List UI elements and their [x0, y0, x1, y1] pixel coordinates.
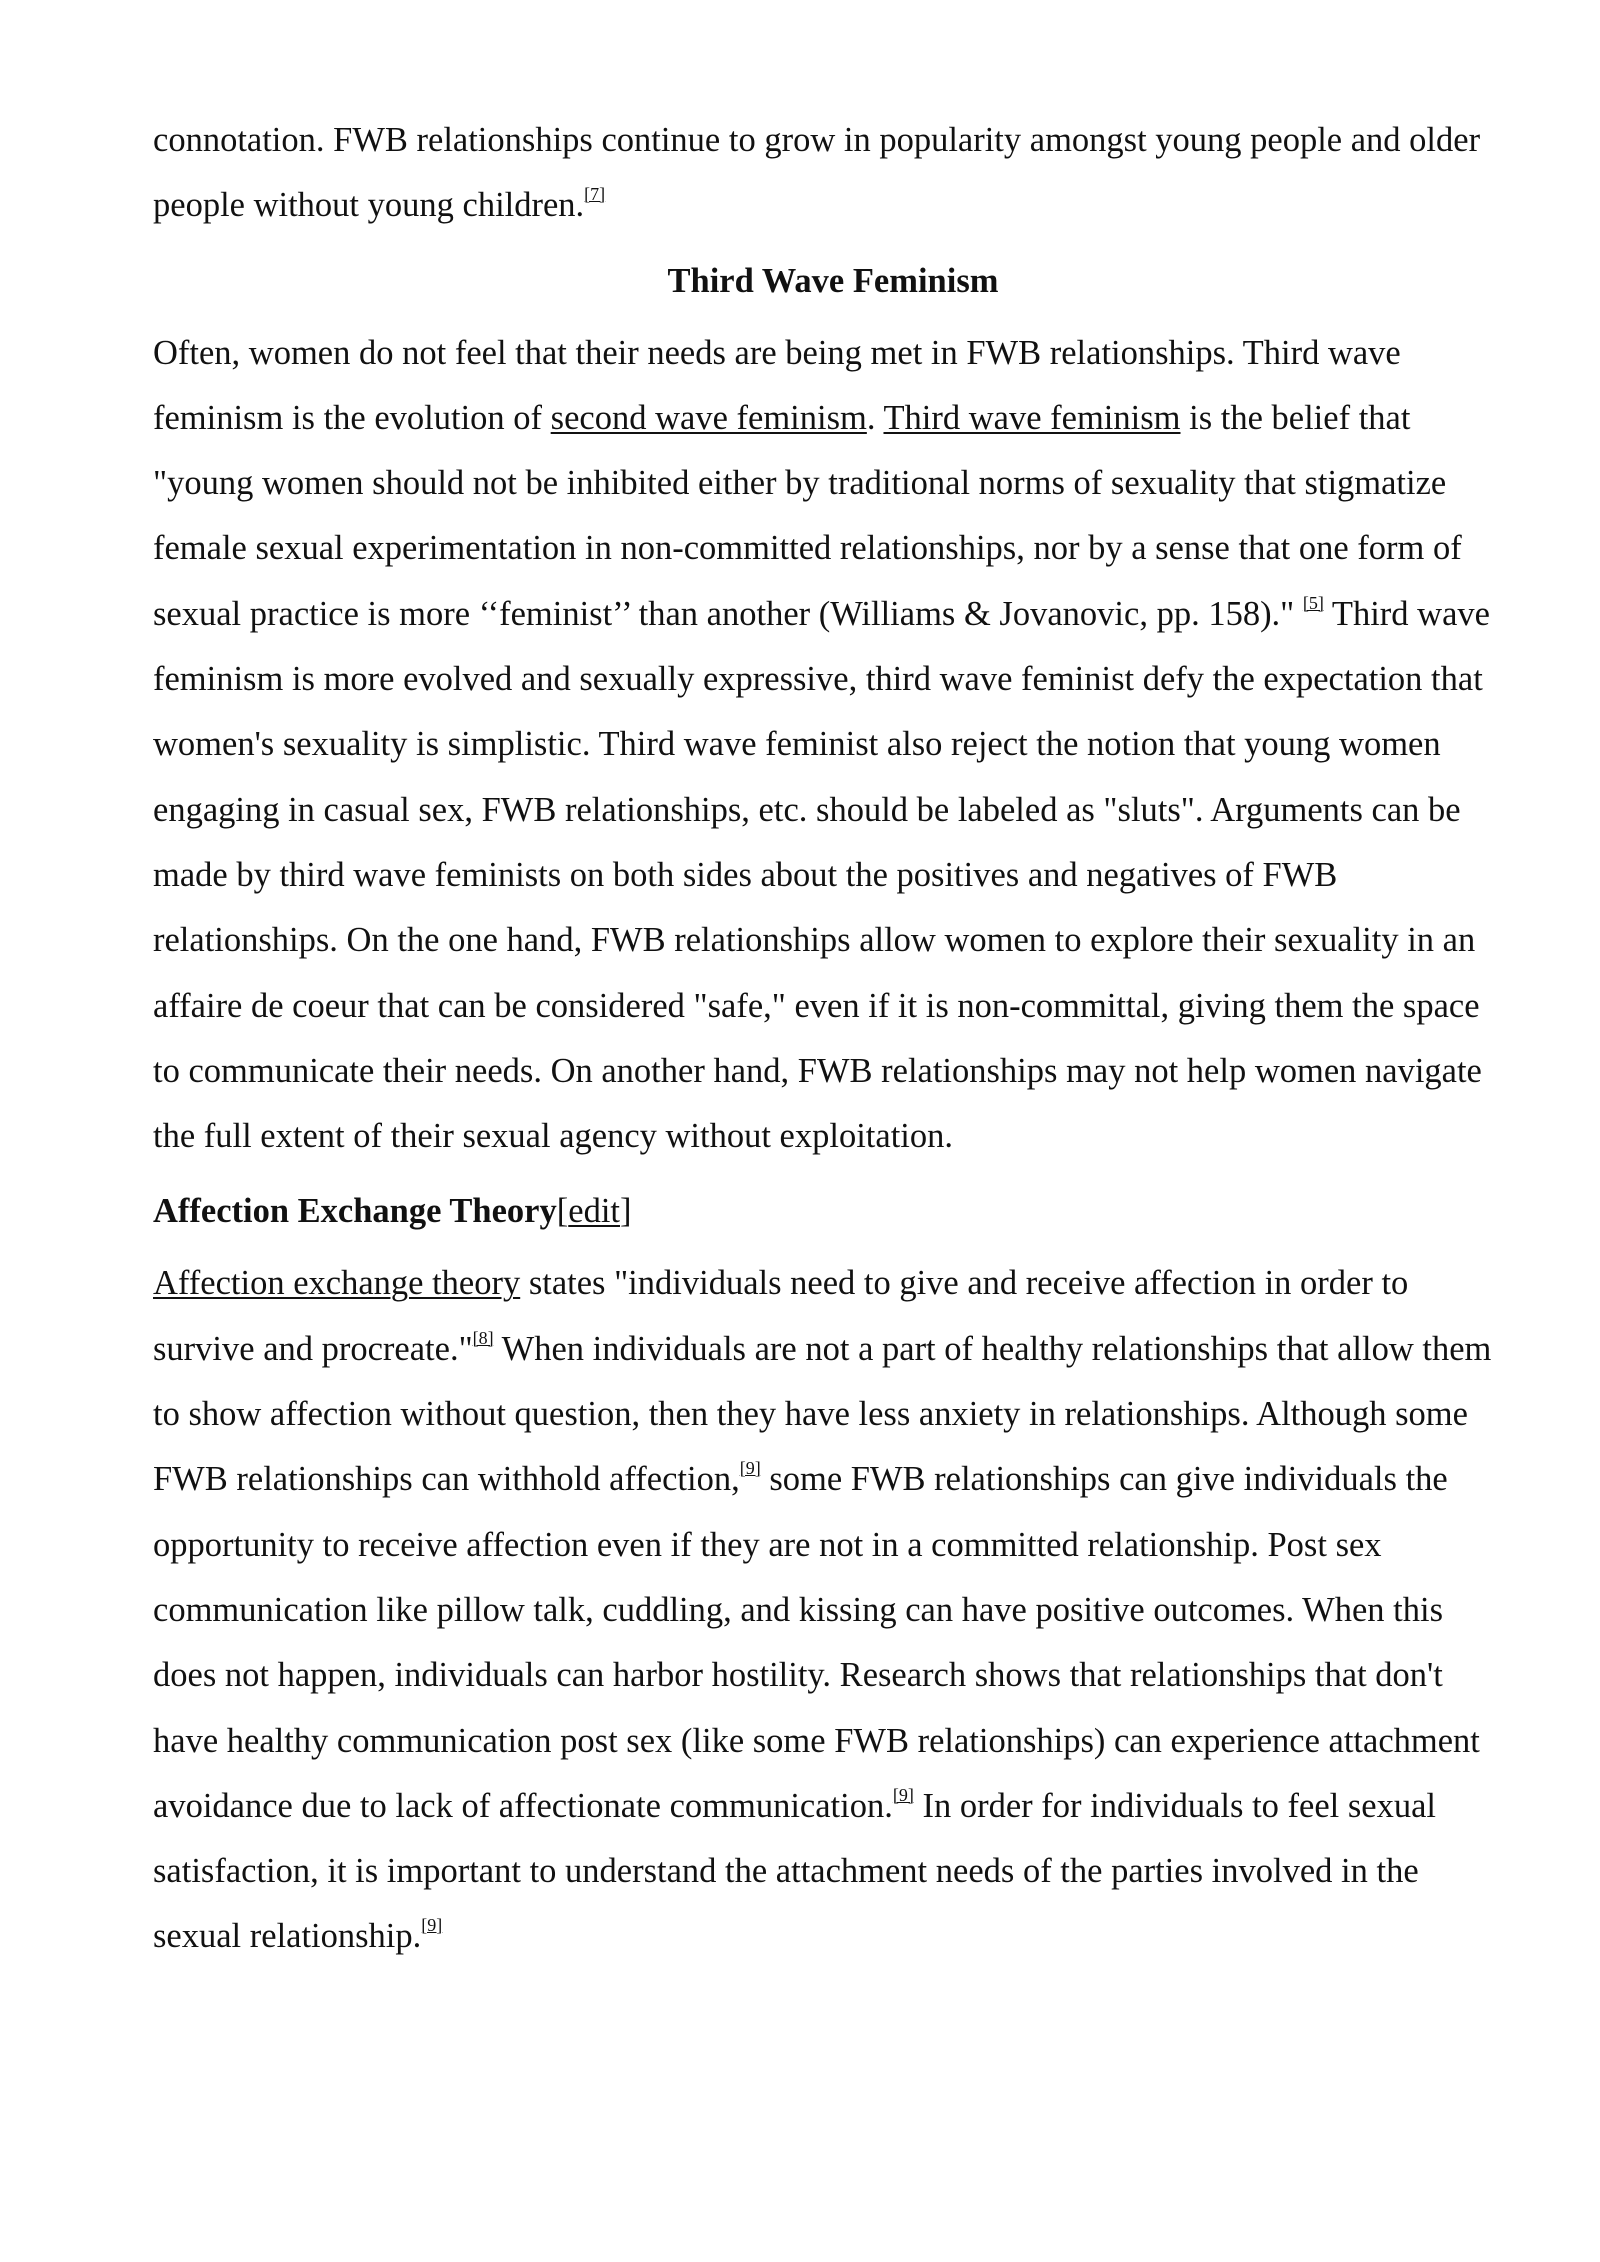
citation-9[interactable]: [9]	[739, 1458, 761, 1479]
section-heading-affection-exchange-theory	[153, 1191, 1513, 1231]
paragraph-text: states "individuals need to give and receive affection in order to survive and procreate."	[153, 1264, 1409, 1368]
heading-text: Affection Exchange Theory	[153, 1192, 557, 1231]
citation-9[interactable]: [9]	[892, 1784, 914, 1805]
section-heading-third-wave-feminism: Third Wave Feminism	[667, 261, 999, 300]
affection-exchange-paragraph	[153, 1251, 1513, 1969]
paragraph-text: In order for individuals to feel sexual satisfaction, it is important to understand the attachment needs of the parties involved in the sexual relationship.	[153, 1786, 1436, 1956]
citation-8[interactable]: [8]	[472, 1327, 494, 1348]
citation-5[interactable]: [5]	[1302, 592, 1324, 613]
paragraph-text: Third wave feminism is more evolved and sexually expressive, third wave feminist defy the expectation that women's sexuality is simplistic. Third wave feminist also reject the notion that young women engaging in casual sex, FWB relationships, etc. should be labeled as "sluts". Arguments can be made by third wave feminists on both sides about the positives and negatives of FWB relationships. On the one hand, FWB relationships allow women to explore their sexuality in an affaire de coeur that can be considered "safe," even if it is non-committal, giving them the space to communicate their needs. On another hand, FWB relationships may not help women navigate the full extent of their sexual agency without exploitation.	[153, 594, 1490, 1156]
edit-bracket: [	[556, 1192, 569, 1231]
paragraph-text: is the belief that "young women should not be inhibited either by traditional norms of sexuality that stigmatize female sexual experimentation in non-committed relationships, nor by a sense that one form of sexual practice is more ‘‘feminist’’ than another (Williams & Jovanovic, pp. 158)."	[153, 398, 1462, 633]
link-affection-exchange-theory[interactable]: Affection exchange theory	[153, 1264, 521, 1303]
citation-7[interactable]: [7]	[584, 184, 606, 205]
intro-text: connotation. FWB relationships continue to grow in popularity amongst young people and older people without young children.	[153, 121, 1481, 225]
citation-9[interactable]: [9]	[421, 1915, 443, 1936]
edit-bracket: ]	[619, 1192, 632, 1231]
paragraph-text: When individuals are not a part of healthy relationships that allow them to show affection without question, then they have less anxiety in relationships. Although some FWB relationships can withhold affection,	[153, 1329, 1492, 1499]
paragraph-text: .	[866, 398, 884, 437]
paragraph-text: Often, women do not feel that their needs are being met in FWB relationships. Third wave feminism is the evolution of	[153, 333, 1401, 437]
paragraph-text: some FWB relationships can give individuals the opportunity to receive affection even if they are not in a committed relationship. Post sex communication like pillow talk, cuddling, and kissing can have positive outcomes. When this does not happen, individuals can harbor hostility. Research shows that relationships that don't have healthy communication post sex (like some FWB relationships) can experience attachment avoidance due to lack of affectionate communication.	[153, 1460, 1480, 1825]
document-page	[153, 108, 1513, 1970]
intro-paragraph	[153, 108, 1513, 239]
third-wave-feminism-paragraph	[153, 321, 1513, 1170]
edit-link[interactable]: edit	[568, 1192, 620, 1231]
link-second-wave-feminism[interactable]: second wave feminism	[550, 398, 867, 437]
link-third-wave-feminism[interactable]: Third wave feminism	[883, 398, 1181, 437]
